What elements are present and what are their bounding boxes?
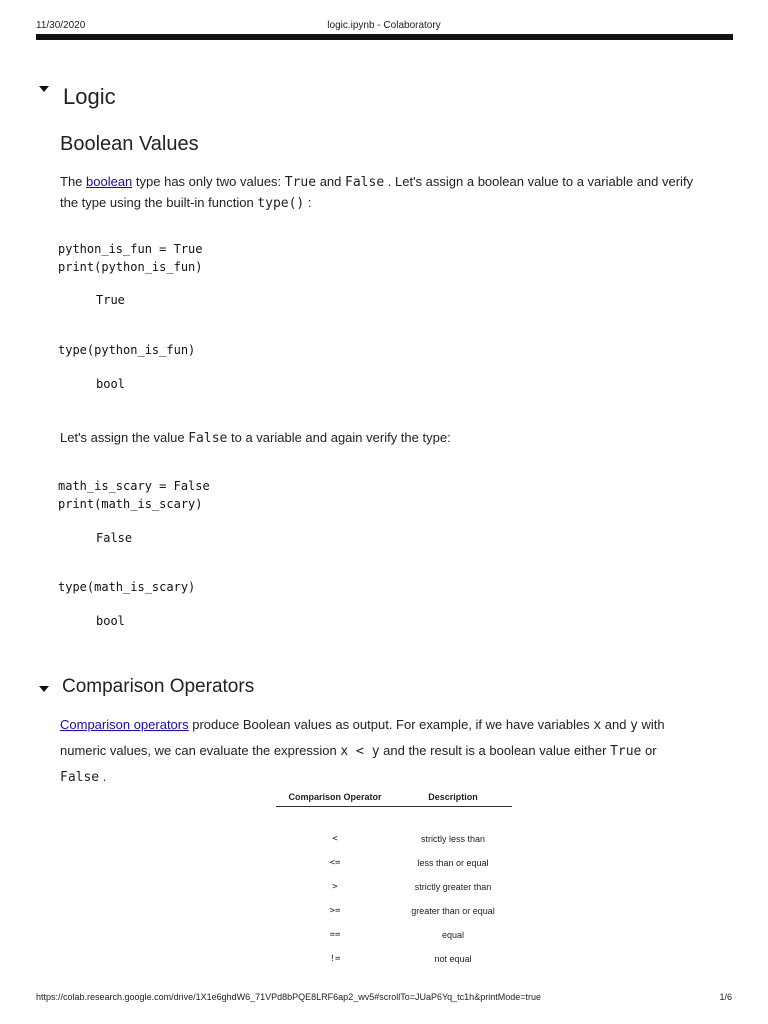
section-heading-comparison: Comparison Operators	[62, 676, 255, 697]
collapse-caret-icon[interactable]	[39, 86, 49, 92]
table-row: <= less than or equal	[329, 858, 489, 868]
comparison-operators-link[interactable]: Comparison operators	[60, 717, 189, 732]
table-row: > strictly greater than	[332, 882, 492, 892]
code-cell-3[interactable]: math_is_scary = False print(math_is_scary)	[58, 479, 210, 511]
boolean-intro-text: The boolean type has only two values: True and False . Let's assign a boolean value to a variable and verify the type using the built-in function type() :	[60, 174, 694, 211]
table-row: != not equal	[329, 954, 472, 964]
output-cell-2: bool	[96, 377, 125, 391]
output-cell-4: bool	[96, 614, 125, 628]
table-row: < strictly less than	[332, 834, 486, 844]
output-cell-1: True	[96, 293, 125, 307]
table-header-cell: Description	[428, 792, 478, 802]
boolean-link[interactable]: boolean	[86, 174, 133, 189]
table-row: >= greater than or equal	[329, 906, 495, 916]
code-cell-4[interactable]: type(math_is_scary)	[58, 580, 196, 594]
section-heading-boolean: Boolean Values	[60, 133, 199, 155]
comparison-table	[276, 790, 512, 964]
print-date: 11/30/2020	[36, 20, 86, 31]
table-row: == equal	[329, 930, 465, 940]
code-cell-2[interactable]: type(python_is_fun)	[58, 343, 196, 357]
print-title: logic.ipynb - Colaboratory	[327, 20, 441, 31]
code-cell-1[interactable]: python_is_fun = True print(python_is_fun)	[58, 242, 203, 274]
page-number: 1/6	[719, 992, 732, 1002]
table-header-cell: Comparison Operator	[288, 792, 382, 802]
table-header	[276, 790, 512, 807]
comparison-intro-text: Comparison operators produce Boolean values as output. For example, if we have variables x and y with numeric values, we can evaluate the expression x < y and the result is a boolean value either True or False .	[60, 717, 665, 785]
collapse-caret-icon[interactable]	[39, 686, 49, 692]
boolean-para-2: Let's assign the value False to a variable and again verify the type:	[60, 430, 451, 446]
header-rule	[36, 34, 733, 40]
print-header	[36, 20, 732, 34]
output-cell-3: False	[96, 531, 133, 545]
section-heading-logic: Logic	[63, 84, 116, 109]
print-url: https://colab.research.google.com/drive/1X1e6ghdW6_71VPd8bPQE8LRF6ap2_wv5#scrollTo=JUaP6Yq_tc1h&printMode=true	[36, 992, 541, 1002]
